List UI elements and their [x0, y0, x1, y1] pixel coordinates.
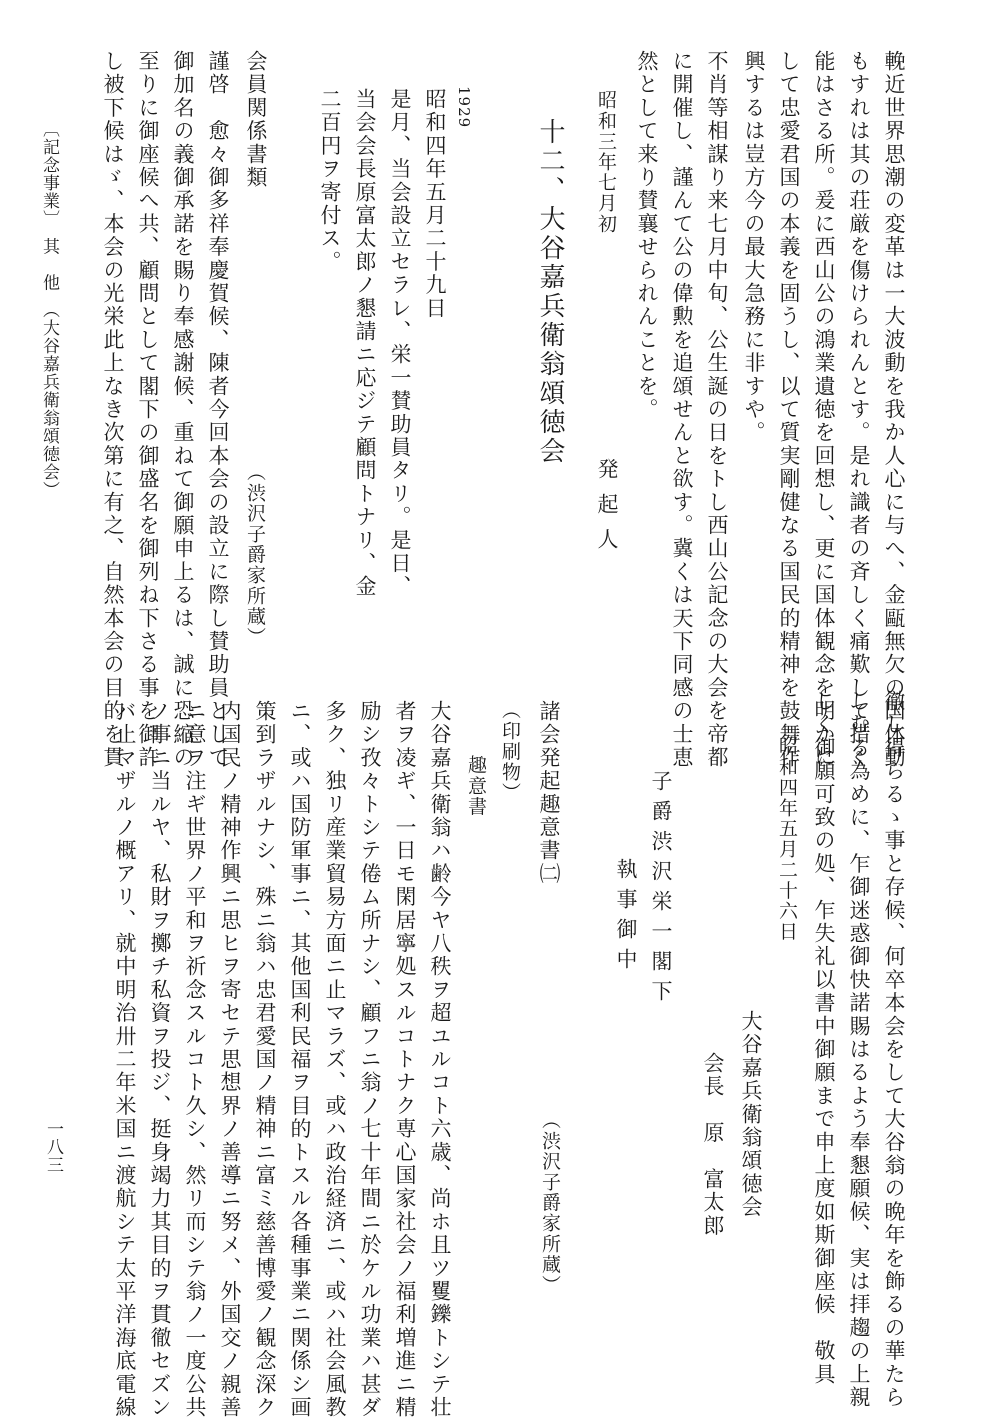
section-title: 十二、大谷嘉兵衛翁頌徳会	[535, 118, 565, 466]
running-head: 〔記念事業〕 其 他 （大谷嘉兵衛翁頌徳会）	[39, 120, 59, 499]
upper-text-line-3: 能はさる所。爰に西山公の鴻業遺徳を回想し、更に国体観念を明かに	[812, 50, 836, 770]
prospectus-line-5: ニ、或ハ国防軍事ニ、其他国利民福ヲ目的トスル各種事業ニ関係シ画	[288, 700, 312, 1419]
date-showa-4: 昭和四年五月二十九日	[423, 88, 447, 320]
prospectus-line-10: バ止マザルノ概アリ、就中明治卅二年米国ニ渡航シテ太平洋海底電線	[113, 700, 137, 1419]
hakki-nin: 発起人	[595, 458, 619, 563]
prospectus-line-6: 策到ラザルナシ、殊ニ翁ハ忠君愛国ノ精神ニ富ミ慈善博愛ノ観念深ク	[253, 700, 277, 1419]
upper-text-line-4: して忠愛君国の本義を固うし、以て質実剛健なる国民的精神を鼓舞作	[777, 50, 801, 770]
letter-line-3: 至りに御座候へ共、顧問として閣下の御盛名を御列ね下さる事を御許	[136, 50, 160, 770]
prospectus-line-4: 多ク、独リ産業貿易方面ニ止マラズ、或ハ政治経済ニ、或ハ社会風教	[323, 700, 347, 1419]
upper-text-line-5: 興するは豈方今の最大急務に非すや。	[742, 50, 766, 445]
prospectus-line-8: ニ意ヲ注ギ世界ノ平和ヲ祈念スルコト久シ、然リ而シテ翁ノ一度公共	[183, 700, 207, 1419]
organization-name: 大谷嘉兵衛翁頌徳会	[739, 1010, 763, 1219]
docs2-title: 諸会発起趣意書㈡	[537, 700, 561, 886]
date-letter: 昭和四年五月二十六日	[776, 736, 798, 942]
lower-text-line-2: しむる為めに、乍御迷惑御快諾賜はるよう奉懇願候、実は拝趨の上親	[847, 690, 871, 1410]
prospectus-line-1: 大谷嘉兵衛翁ハ齢今ヤ八秩ヲ超ユルコト六歳、尚ホ且ツ矍鑠トシテ壮	[428, 700, 452, 1419]
upper-text-line-8: 然として来り賛襄せられんことを。	[635, 50, 659, 422]
date-showa-3: 昭和三年七月初	[595, 90, 617, 235]
source-note-2: （渋沢子爵家所蔵）	[539, 1110, 561, 1296]
upper-text-line-7: に開催し、謹んて公の偉勲を追頌せんと欲す。冀くは天下同感の士恵	[670, 50, 694, 770]
letter-line-1: 謹啓 愈々御多祥奉慶賀候、陳者今回本会の設立に際し賛助員として	[206, 50, 230, 770]
prospectus-title: 趣意書	[465, 755, 487, 817]
prospectus-line-3: 励シ孜々トシテ倦ム所ナシ、顧フニ翁ノ七十年間ニ於ケル功業ハ甚ダ	[358, 700, 382, 1419]
printed-matter-note: （印刷物）	[499, 700, 521, 803]
prospectus-line-2: 者ヲ凌ギ、一日モ閑居寧処スルコトナク専心国家社会ノ福利増進ニ精	[393, 700, 417, 1419]
attention-line: 執事御中	[614, 858, 638, 978]
docs-title: 会員関係書類	[244, 50, 268, 190]
prospectus-line-9: ノ事ニ当ルヤ、私財ヲ擲チ私資ヲ投ジ、挺身竭力其目的ヲ貫徹セズン	[148, 700, 172, 1419]
president-signature: 会長 原 富太郎	[701, 1052, 725, 1238]
event-line-1: 是月、当会設立セラレ、栄一賛助員タリ。是日、	[388, 88, 412, 599]
event-line-3: 二百円ヲ寄付ス。	[318, 88, 342, 274]
addressee: 子爵渋沢栄一閣下	[649, 770, 673, 1010]
page-number: 一八三	[43, 1120, 63, 1174]
letter-line-4: し被下候はゞ、本会の光栄此上なき次第に有之、自然本会の目的を貫	[101, 50, 125, 770]
event-line-2: 当会会長原富太郎ノ懇請ニ応ジテ顧問トナリ、金	[353, 88, 377, 599]
prospectus-line-7: 内国民ノ精神作興ニ思ヒヲ寄セテ思想界ノ善導ニ努メ、外国交ノ親善	[218, 700, 242, 1419]
upper-text-line-2: もすれは其の荘厳を傷けられんとす。是れ識者の斉しく痛歎して措く	[847, 50, 871, 770]
lower-text-line-1: 徹し得らるゝ事と存候、何卒本会をして大谷翁の晩年を飾るの華たら	[882, 690, 906, 1410]
year-annotation: 1929	[455, 86, 473, 129]
upper-text-line-6: 不肖等相謀り来七月中旬、公生誕の日をトし西山公記念の大会を帝都	[705, 50, 729, 770]
source-note-1: （渋沢子爵家所蔵）	[244, 462, 266, 648]
letter-line-2: 御加名の義御承諾を賜り奉感謝候、重ねて御願申上るは、誠に恐縮の	[171, 50, 195, 770]
lower-text-line-3: しく御願可致の処、乍失礼以書中御願まで申上度如斯御座候 敬具	[812, 690, 836, 1386]
upper-text-line-1: 輓近世界思潮の変革は一大波動を我か人心に与へ、金甌無欠の国体動	[882, 50, 906, 770]
